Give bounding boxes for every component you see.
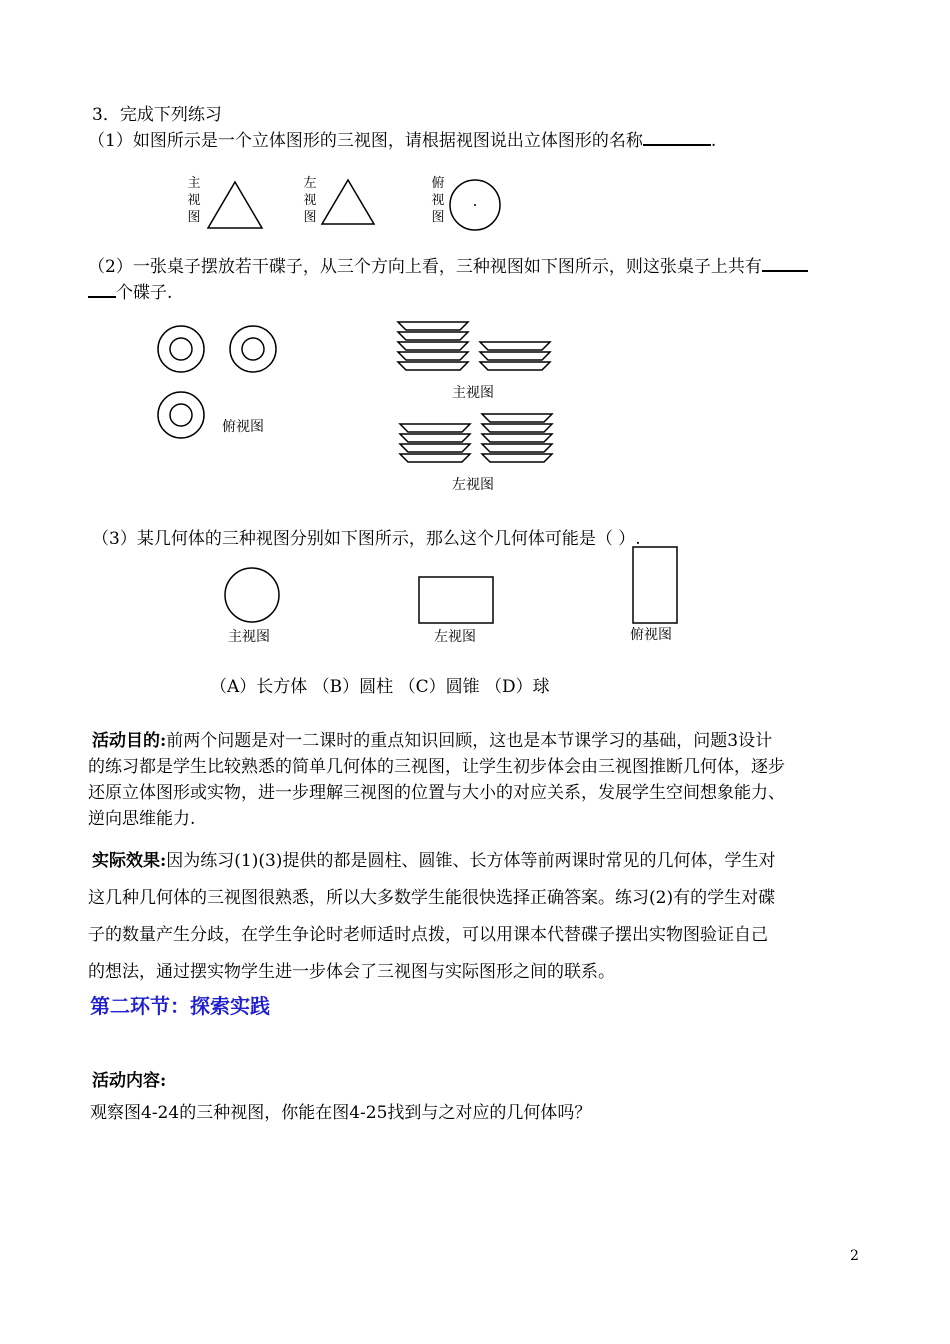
effect-line-3: 子的数量产生分歧，在学生争论时老师适时点拨，可以用课本代替碟子摆出实物图验证自己 xyxy=(88,925,768,945)
question-1-text: （1）如图所示是一个立体图形的三视图，请根据视图说出立体图形的名称 xyxy=(88,131,643,151)
effect-line-4: 的想法，通过摆实物学生进一步体会了三视图与实际图形之间的联系。 xyxy=(88,962,615,982)
effect-label: 实际效果: xyxy=(92,851,167,871)
q2-front-view-label: 主视图 xyxy=(452,385,494,401)
page-number: 2 xyxy=(850,1248,859,1264)
q3-left-view-label: 左视图 xyxy=(434,629,476,645)
q3-top-view-rectangle xyxy=(632,546,680,626)
label-char: 视 xyxy=(303,193,317,208)
answer-blank-1[interactable] xyxy=(643,126,711,146)
purpose-line-1: 前两个问题是对一二课时的重点知识回顾，这也是本节课学习的基础，问题3设计 xyxy=(166,731,773,751)
label-char: 主 xyxy=(187,176,201,191)
q2-top-view-label: 俯视图 xyxy=(222,419,264,435)
effect-line-1: 因为练习(1)(3)提供的都是圆柱、圆锥、长方体等前两课时常见的几何体，学生对 xyxy=(166,851,776,871)
answer-blank-2a[interactable] xyxy=(762,252,808,272)
label-char: 图 xyxy=(303,210,317,225)
q1-left-view-triangle xyxy=(320,178,376,228)
activity-content-label: 活动内容: xyxy=(92,1071,167,1091)
q3-front-view-label: 主视图 xyxy=(228,629,270,645)
q3-options: （A）长方体 （B）圆柱 （C）圆锥 （D）球 xyxy=(210,677,550,697)
section-heading: 第二环节：探索实践 xyxy=(90,994,270,1018)
purpose-line-2: 的练习都是学生比较熟悉的简单几何体的三视图，让学生初步体会由三视图推断几何体，逐步 xyxy=(88,757,785,777)
question-2-end: 个碟子. xyxy=(116,283,173,303)
question-2-text: （2）一张桌子摆放若干碟子，从三个方向上看，三种视图如下图所示，则这张桌子上共有 xyxy=(88,257,762,277)
q1-top-view-label xyxy=(430,175,446,226)
purpose-label: 活动目的: xyxy=(92,731,167,751)
q1-top-view-circle xyxy=(448,178,502,232)
q3-front-view-circle xyxy=(224,567,282,625)
actual-effect xyxy=(88,846,863,987)
plate-ring-1 xyxy=(158,326,204,372)
question-2-cont xyxy=(88,278,172,303)
q2-front-view-stacks xyxy=(396,320,556,380)
q3-top-view-label: 俯视图 xyxy=(630,627,672,643)
answer-blank-2b[interactable] xyxy=(88,278,116,298)
q2-left-view-label: 左视图 xyxy=(452,477,494,493)
purpose-line-4: 逆向思维能力. xyxy=(88,809,196,829)
label-char: 图 xyxy=(431,210,445,225)
question-1-end: . xyxy=(710,131,717,151)
activity-content-text: 观察图4-24的三种视图，你能在图4-25找到与之对应的几何体吗？ xyxy=(90,1103,592,1123)
label-char: 视 xyxy=(187,193,201,208)
activity-purpose xyxy=(88,728,863,832)
q3-left-view-rectangle xyxy=(418,576,496,626)
label-char: 俯 xyxy=(431,176,445,191)
plate-ring-3 xyxy=(158,392,204,438)
question-2 xyxy=(88,252,808,277)
label-char: 左 xyxy=(303,176,317,191)
q1-front-view-label xyxy=(186,175,202,226)
q1-left-view-label xyxy=(302,175,318,226)
question-3-text: （3）某几何体的三种视图分别如下图所示，那么这个几何体可能是（ ）. xyxy=(92,529,641,549)
label-char: 图 xyxy=(187,210,201,225)
label-char: 视 xyxy=(431,193,445,208)
question-1 xyxy=(88,126,716,151)
q1-front-view-triangle xyxy=(206,180,264,230)
purpose-line-3: 还原立体图形或实物，进一步理解三视图的位置与大小的对应关系，发展学生空间想象能力、 xyxy=(88,783,785,803)
exercise-title: 3．完成下列练习 xyxy=(92,105,222,125)
plate-ring-2 xyxy=(230,326,276,372)
q2-left-view-stacks xyxy=(398,412,558,472)
q2-top-view-plates xyxy=(156,324,286,444)
effect-line-2: 这几种几何体的三视图很熟悉，所以大多数学生能很快选择正确答案。练习(2)有的学生对碟 xyxy=(88,888,776,908)
